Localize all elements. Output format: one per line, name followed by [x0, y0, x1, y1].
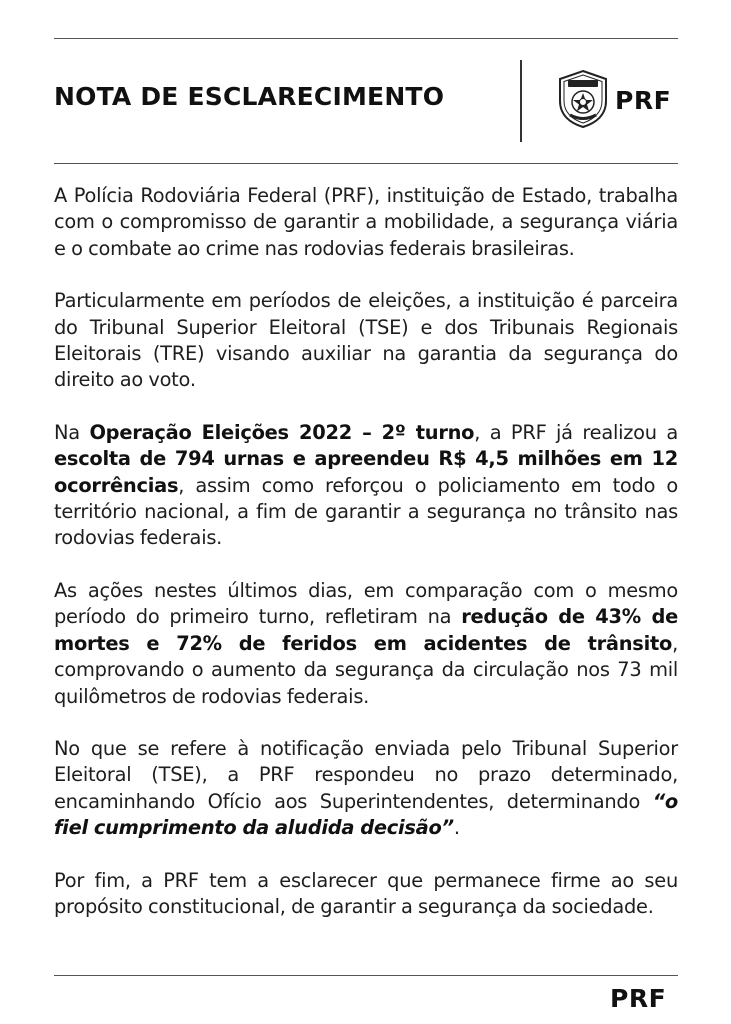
paragraph-text: , comprovando o aumento da segurança da circulação nos 73 mil quilômetros de rodovias federais.	[54, 631, 678, 708]
emphasized-text: “o fiel cumprimento da aludida decisão”	[54, 789, 678, 840]
document-body	[54, 183, 678, 946]
paragraph	[54, 420, 678, 552]
header-prf-logo: PRF	[615, 86, 672, 115]
paragraph-text: A Polícia Rodoviária Federal (PRF), instituição de Estado, trabalha com o compromisso de garantir a mobilidade, a segurança viária e o combate ao crime nas rodovias federais brasileiras.	[54, 184, 678, 260]
paragraph-text: No que se refere à notificação enviada pelo Tribunal Superior Eleitoral (TSE), a PRF respondeu no prazo determinado, encaminhando Ofício aos Superintendentes, determinando	[54, 736, 678, 813]
paragraph	[54, 868, 678, 921]
paragraph	[54, 183, 678, 262]
paragraph-text: .	[453, 816, 460, 840]
top-divider	[54, 38, 678, 39]
paragraph	[54, 736, 678, 842]
prf-badge-emblem-icon	[556, 69, 610, 129]
footer-prf-logo: PRF	[610, 984, 667, 1013]
paragraph-text: Por fim, a PRF tem a esclarecer que permanece firme ao seu propósito constitucional, de garantir a segurança da sociedade.	[54, 868, 678, 918]
paragraph	[54, 578, 678, 710]
header-bottom-divider	[54, 163, 678, 164]
paragraph-text: Particularmente em períodos de eleições, a instituição é parceira do Tribunal Superior Eleitoral (TSE) e dos Tribunais Regionais Eleitorais (TRE) visando auxiliar na garantia da segurança do direito ao voto.	[54, 289, 678, 392]
paragraph-text: As ações nestes últimos dias, em comparação com o mesmo período do primeiro turno, refletiram na	[54, 578, 678, 629]
page-title: NOTA DE ESCLARECIMENTO	[54, 82, 445, 111]
footer-divider	[54, 975, 678, 976]
paragraph-text: Na	[54, 420, 90, 444]
emphasized-text: Operação Eleições 2022 – 2º turno	[89, 420, 475, 444]
paragraph-text: , assim como reforçou o policiamento em todo o território nacional, a fim de garantir a segurança no trânsito nas rodovias federais.	[54, 473, 678, 550]
header-vertical-divider	[520, 60, 522, 142]
paragraph	[54, 288, 678, 394]
paragraph-text: , a PRF já realizou a	[474, 420, 678, 444]
emphasized-text: escolta de 794 urnas e apreendeu R$ 4,5 milhões em 12 ocorrências	[54, 447, 678, 497]
emphasized-text: redução de 43% de mortes e 72% de feridos em acidentes de trânsito	[54, 605, 679, 655]
